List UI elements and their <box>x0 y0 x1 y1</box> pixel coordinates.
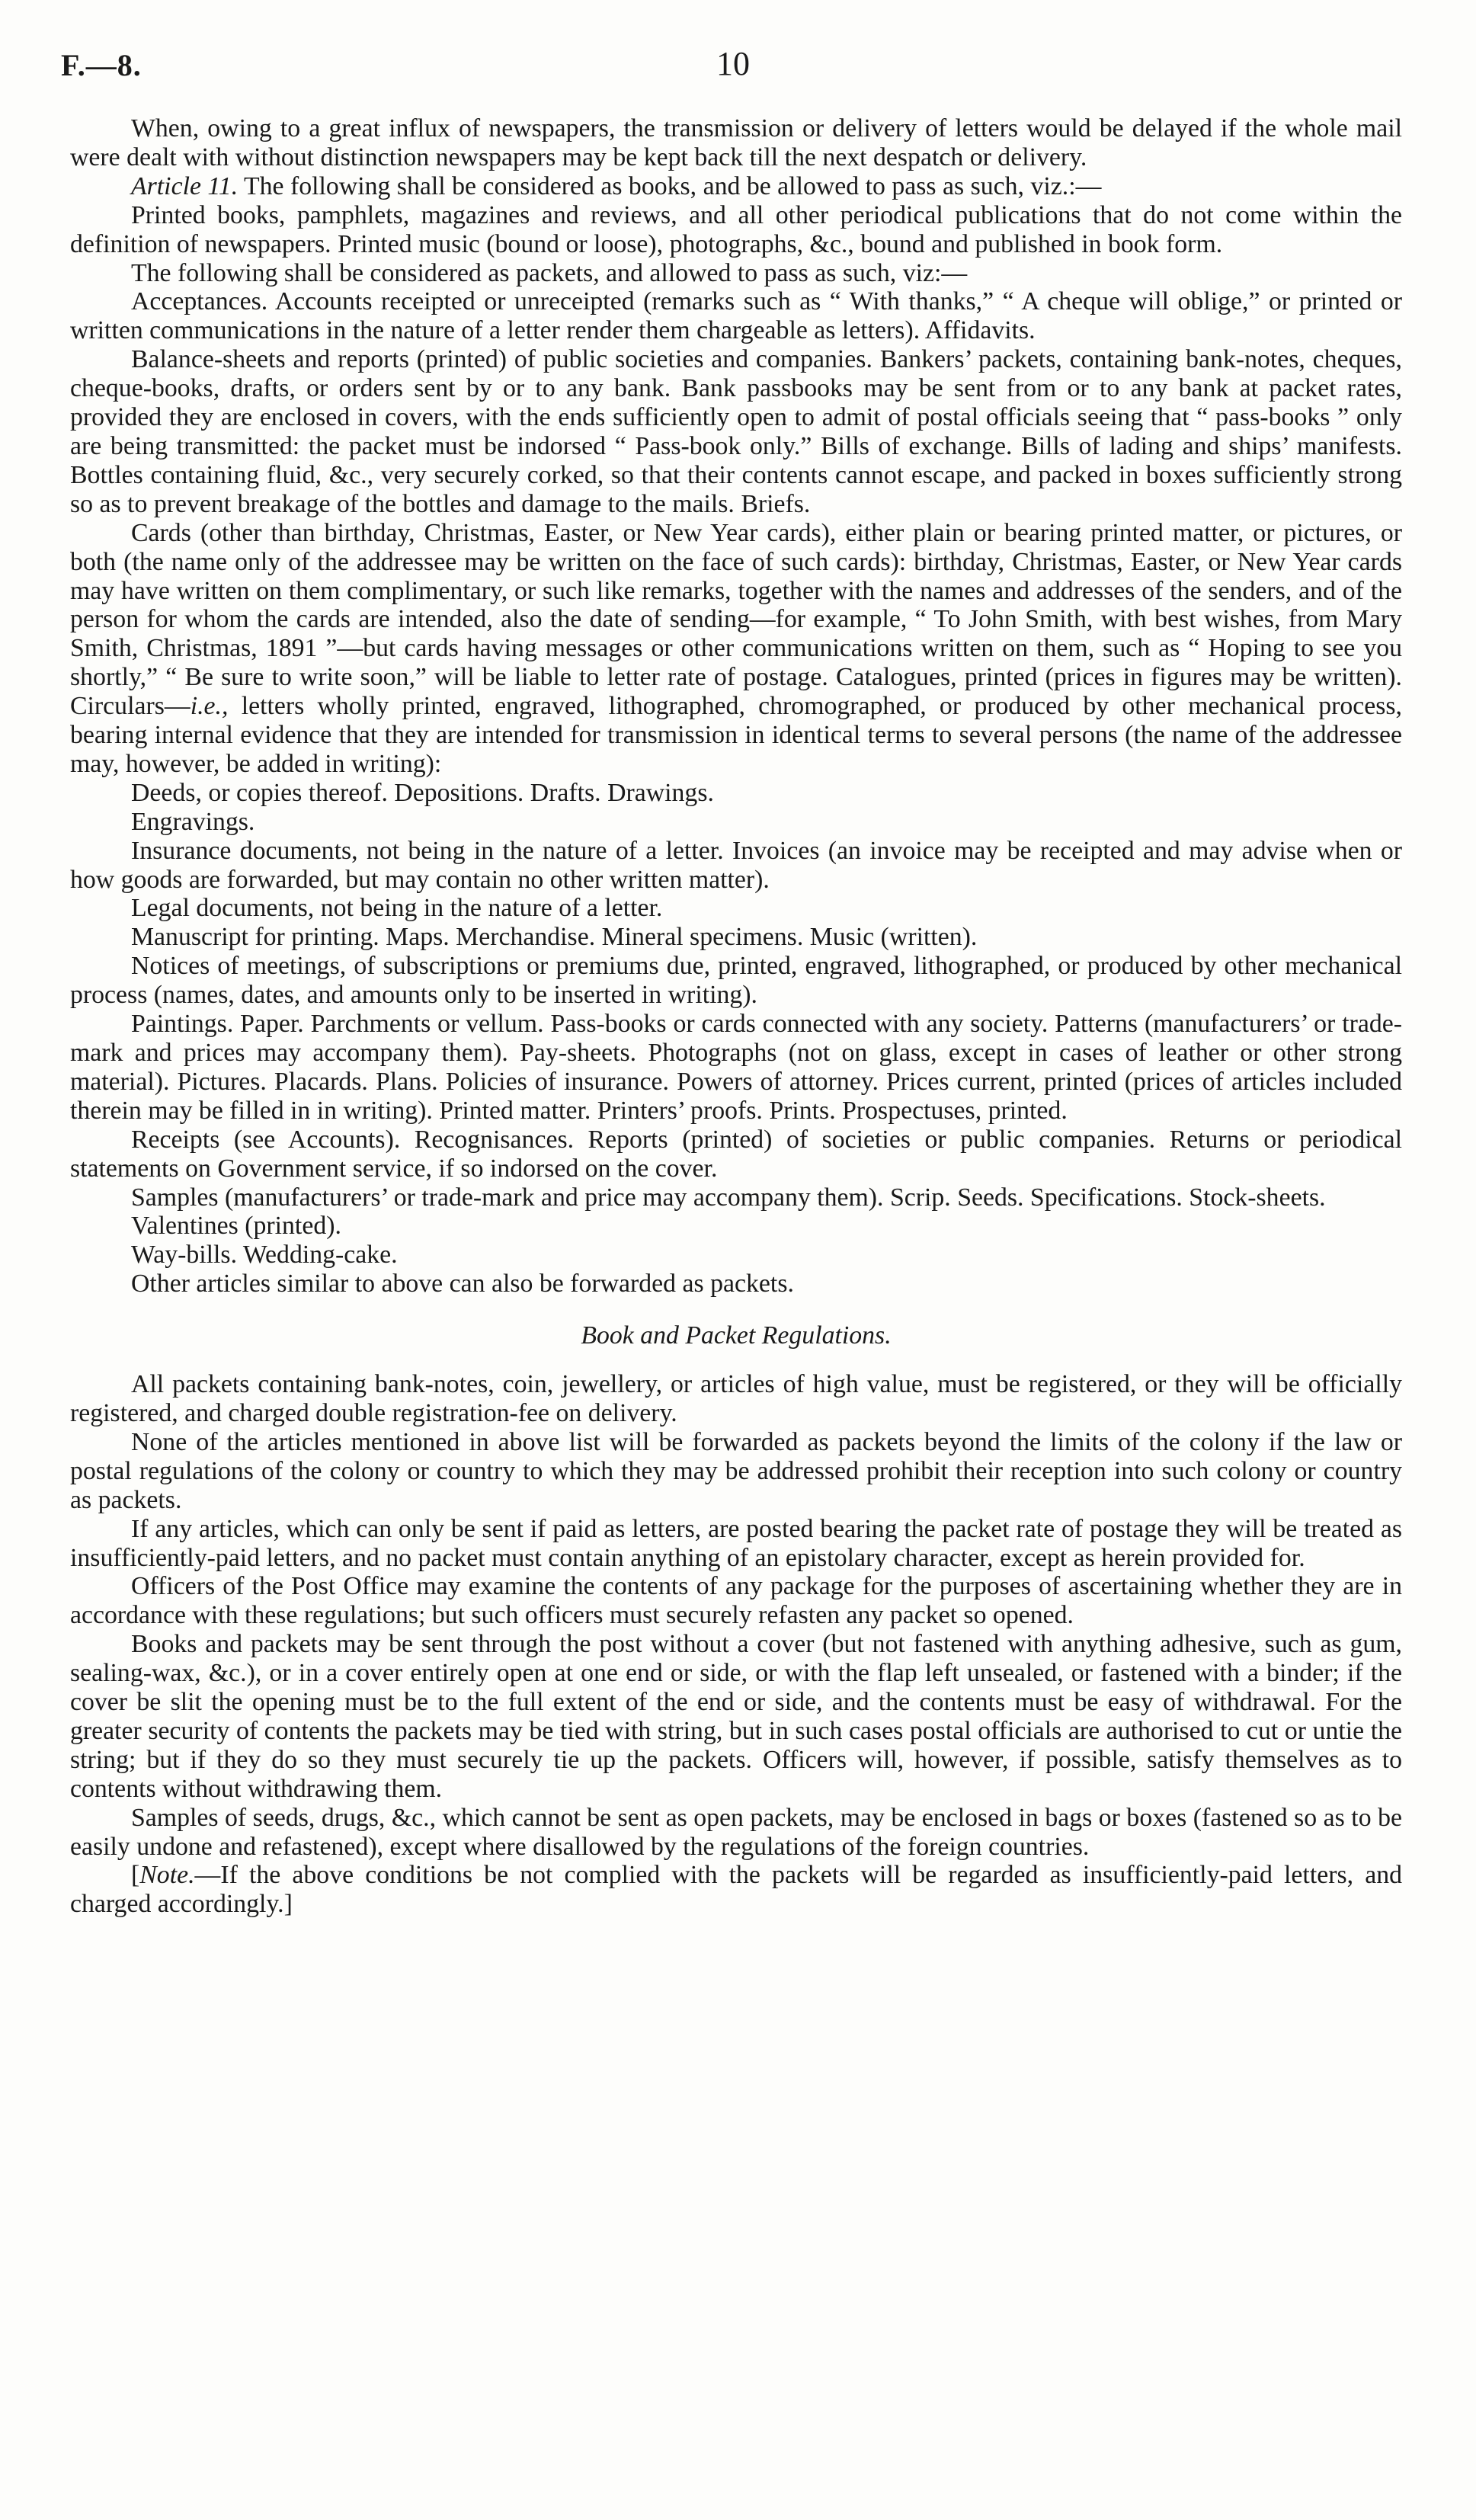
paragraph-deeds <box>70 779 1402 808</box>
paragraph-article-11 <box>70 172 1402 201</box>
paragraph-text: Balance-sheets and reports (printed) of public societies and companies. Bankers’ packets, containing bank-notes, cheques, cheque-books, drafts, or orders sent by or to any bank. Bank passbooks may be sent from or to any bank at packet rates, provided they are enclosed in covers, with the ends sufficiently open to admit of postal officials seeing that “ pass-books ” only are being transmitted: the packet must be indorsed “ Pass-book only.” Bills of exchange. Bills of lading and ships’ manifests. Bottles containing fluid, &c., very securely corked, so that their contents cannot escape, and packed in boxes sufficiently strong so as to prevent breakage of the bottles and damage to the mails. Briefs. <box>70 345 1402 518</box>
regulation-limits <box>70 1428 1402 1515</box>
italic-ie: i.e., <box>190 692 229 721</box>
regulation-insufficient <box>70 1515 1402 1573</box>
regulation-samples <box>70 1804 1402 1862</box>
paragraph-newspaper-delay <box>70 114 1402 172</box>
paragraph-legal <box>70 894 1402 923</box>
paragraph-paintings <box>70 1010 1402 1126</box>
paragraph-text: Officers of the Post Office may examine the contents of any package for the purposes of ascertaining whether they are in accordance with these regulations; but such officers must securely refasten any packet so opened. <box>70 1572 1402 1630</box>
bracket-open: [ <box>131 1861 140 1890</box>
page-header <box>61 47 1415 93</box>
paragraph-text: None of the articles mentioned in above list will be forwarded as packets beyond the limits of the colony if the law or postal regulations of the colony or country to which they may be addressed prohibit their reception into such colony or country as packets. <box>70 1427 1402 1514</box>
regulation-note <box>70 1861 1402 1919</box>
paragraph-other-articles <box>70 1270 1402 1298</box>
paragraph-insurance <box>70 837 1402 895</box>
paragraph-text: The following shall be considered as packets, and allowed to pass as such, viz:— <box>131 258 968 287</box>
paragraph-receipts <box>70 1126 1402 1183</box>
paragraph-cards <box>70 519 1402 779</box>
article-label: Article 11. <box>131 171 239 200</box>
paragraph-packets-intro <box>70 259 1402 288</box>
paragraph-text: Other articles similar to above can also be forwarded as packets. <box>131 1270 794 1298</box>
paragraph-text: Engravings. <box>131 807 255 836</box>
paragraph-text: Way-bills. Wedding-cake. <box>131 1241 398 1270</box>
paragraph-text: Receipts (see Accounts). Recognisances. Reports (printed) of societies or public companies. Returns or periodical statements on Government service, if so indorsed on the cover. <box>70 1125 1402 1183</box>
paragraph-text: All packets containing bank-notes, coin, jewellery, or articles of high value, must be registered, or they will be officially registered, and charged double registration-fee on delivery. <box>70 1370 1402 1427</box>
paragraph-engravings <box>70 808 1402 837</box>
note-label: Note. <box>139 1861 195 1890</box>
paragraph-text: Books and packets may be sent through the post without a cover (but not fastened with anything adhesive, such as gum, sealing-wax, &c.), or in a cover entirely open at one end or side, or with the flap left unsealed, or fastened with a binder; if the cover be slit the opening must be to the full extent of the end or side, and the contents must be easy of withdrawal. For the greater security of contents the packets may be tied with string, but in such cases postal officials are authorised to cut or untie the string; but if they do so they must securely tie up the packets. Officers will, however, if possible, satisfy themselves as to contents without withdrawing them. <box>70 1630 1402 1803</box>
paragraph-text: Samples of seeds, drugs, &c., which cannot be sent as open packets, may be enclosed in bags or boxes (fastened so as to be easily undone and refastened), except where disallowed by the regulations of the foreign countries. <box>70 1803 1402 1861</box>
paragraph-manuscript <box>70 923 1402 952</box>
page-number: 10 <box>716 45 750 82</box>
paragraph-text: Paintings. Paper. Parchments or vellum. Pass-books or cards connected with any society. Patterns (manufacturers’ or trade-mark and prices may accompany them). Pay-sheets. Photographs (not on glass, except in cases of leather or other strong material). Pictures. Placards. Plans. Policies of insurance. Powers of attorney. Prices current, printed (prices of articles included therein may be filled in in writing). Printed matter. Printers’ proofs. Prints. Prospectuses, printed. <box>70 1010 1402 1125</box>
paragraph-text: When, owing to a great influx of newspapers, the transmission or delivery of letters would be delayed if the whole mail were dealt with without distinction newspapers may be kept back till the next despatch or delivery. <box>70 114 1402 171</box>
regulation-officers <box>70 1572 1402 1630</box>
regulation-covers <box>70 1630 1402 1803</box>
paragraph-text: Notices of meetings, of subscriptions or premiums due, printed, engraved, lithographed, or produced by other mechanical process (names, dates, and amounts only to be inserted in writing). <box>70 952 1402 1010</box>
section-heading: Book and Packet Regulations. <box>581 1321 892 1350</box>
paragraph-way-bills <box>70 1241 1402 1270</box>
paragraph-text: Acceptances. Accounts receipted or unreceipted (remarks such as “ With thanks,” “ A cheque will oblige,” or printed or written communications in the nature of a letter render them chargeable as letters). Affidavits. <box>70 287 1402 345</box>
paragraph-acceptances <box>70 287 1402 345</box>
paragraph-text: Insurance documents, not being in the nature of a letter. Invoices (an invoice may be receipted and may advise when or how goods are forwarded, but may contain no other written matter). <box>70 836 1402 894</box>
paragraph-balance-sheets <box>70 345 1402 518</box>
document-body <box>70 114 1402 1919</box>
paragraph-text: Manuscript for printing. Maps. Merchandise. Mineral specimens. Music (written). <box>131 923 978 952</box>
paragraph-text: Valentines (printed). <box>131 1212 341 1241</box>
paragraph-text: letters wholly printed, engraved, lithographed, chromographed, or produced by other mechanical process, bearing internal evidence that they are intended for transmission in identical terms to several persons (the name of the addressee may, however, be added in writing): <box>70 692 1402 778</box>
paragraph-text: Deeds, or copies thereof. Depositions. Drafts. Drawings. <box>131 778 714 807</box>
paragraph-text: —If the above conditions be not complied with the packets will be regarded as insufficiently-paid letters, and charged accordingly.] <box>70 1861 1402 1919</box>
paragraph-text: The following shall be considered as books, and be allowed to pass as such, viz.:— <box>238 171 1102 200</box>
paragraph-text: Printed books, pamphlets, magazines and reviews, and all other periodical publications that do not come within the definition of newspapers. Printed music (bound or loose), photographs, &c., bound and published in book form. <box>70 200 1402 258</box>
paragraph-valentines <box>70 1212 1402 1241</box>
paragraph-samples <box>70 1183 1402 1212</box>
paragraph-printed-books <box>70 201 1402 259</box>
paragraph-notices <box>70 952 1402 1010</box>
paragraph-text: If any articles, which can only be sent if paid as letters, are posted bearing the packet rate of postage they will be treated as insufficiently-paid letters, and no packet must contain anything of an epistolary character, except as herein provided for. <box>70 1514 1402 1572</box>
regulation-registered <box>70 1370 1402 1428</box>
paragraph-text: Samples (manufacturers’ or trade-mark and price may accompany them). Scrip. Seeds. Specifications. Stock-sheets. <box>131 1183 1326 1212</box>
paragraph-text: Cards (other than birthday, Christmas, Easter, or New Year cards), either plain or bearing printed matter, or pictures, or both (the name only of the addressee may be written on the face of such cards): birthday, Christmas, Easter, or New Year cards may have written on them complimentary, or such like remarks, together with the names and addresses of the senders, and of the person for whom the cards are intended, also the date of sending—for example, “ To John Smith, with best wishes, from Mary Smith, Christmas, 1891 ”—but cards having messages or other communications written on them, such as “ Hoping to see you shortly,” “ Be sure to write soon,” will be liable to letter rate of postage. Catalogues, printed (prices in figures may be written). Circulars— <box>70 518 1402 721</box>
document-reference: F.—8. <box>61 48 142 82</box>
paragraph-text: Legal documents, not being in the nature of a letter. <box>131 894 663 923</box>
